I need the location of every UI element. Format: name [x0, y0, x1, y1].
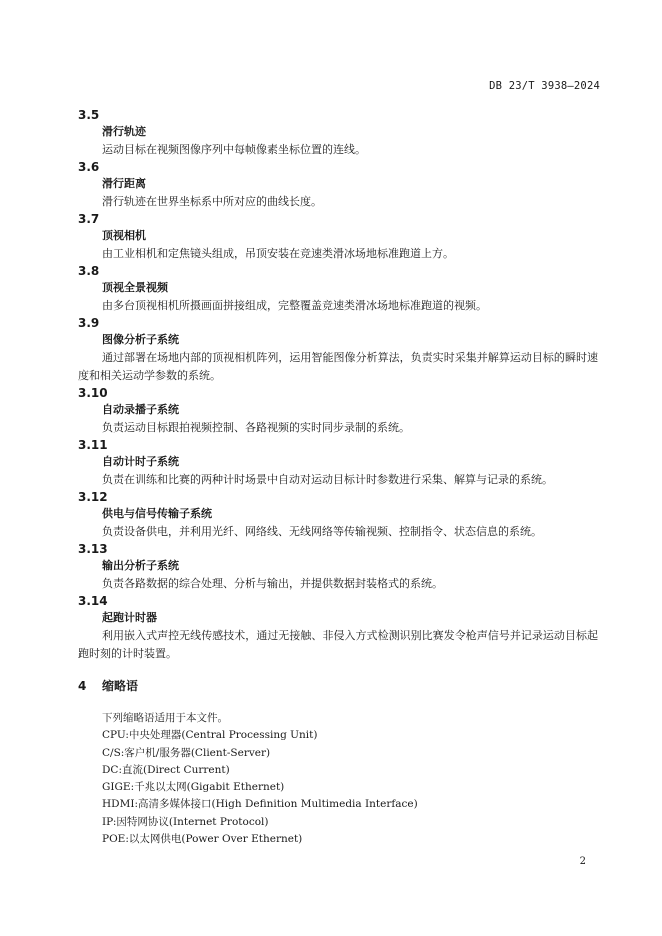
- abbreviation-item: HDMI:高清多媒体接口(High Definition Multimedia Interface): [102, 798, 418, 811]
- term-title: 自动录播子系统: [102, 403, 179, 416]
- terms-section: [78, 107, 598, 663]
- term-number: 3.13: [78, 542, 108, 556]
- term-title: 顶视全景视频: [102, 281, 168, 294]
- term-definition: 负责在训练和比赛的两种计时场景中自动对运动目标计时参数进行采集、解算与记录的系统。: [102, 473, 553, 486]
- document-code: DB 23/T 3938—2024: [489, 80, 600, 92]
- abbreviation-item: C/S:客户机/服务器(Client-Server): [102, 746, 271, 759]
- term-title: 图像分析子系统: [102, 333, 179, 346]
- term-number: 3.9: [78, 316, 100, 330]
- term-title: 滑行距离: [102, 177, 146, 190]
- term-definition: 负责设备供电，并利用光纤、网络线、无线网络等传输视频、控制指令、状态信息的系统。: [102, 525, 542, 538]
- term-number: 3.6: [78, 160, 100, 174]
- term-3-12: [78, 489, 598, 541]
- term-3-8: [78, 263, 598, 315]
- term-title: 输出分析子系统: [102, 559, 179, 572]
- abbreviation-item: IP:因特网协议(Internet Protocol): [102, 815, 269, 828]
- term-3-13: [78, 541, 598, 593]
- term-definition: 负责各路数据的综合处理、分析与输出，并提供数据封装格式的系统。: [102, 577, 443, 590]
- abbreviation-list: [102, 710, 602, 848]
- page-number: 2: [579, 856, 586, 867]
- term-3-6: [78, 159, 598, 211]
- term-3-5: [78, 107, 598, 159]
- term-definition: 利用嵌入式声控无线传感技术，通过无接触、非侵入方式检测识别比赛发令枪声信号并记录运动目标起跑时刻的计时装置。: [78, 629, 598, 660]
- abbreviation-item: DC:直流(Direct Current): [102, 763, 230, 776]
- term-number: 3.8: [78, 264, 100, 278]
- term-definition: 通过部署在场地内部的顶视相机阵列，运用智能图像分析算法，负责实时采集并解算运动目标的瞬时速度和相关运动学参数的系统。: [78, 351, 598, 382]
- term-title: 自动计时子系统: [102, 455, 179, 468]
- term-definition: 滑行轨迹在世界坐标系中所对应的曲线长度。: [102, 195, 322, 208]
- section-heading: [78, 676, 138, 696]
- abbreviation-intro: 下列缩略语适用于本文件。: [102, 712, 228, 724]
- term-definition: 负责运动目标跟拍视频控制、各路视频的实时同步录制的系统。: [102, 421, 410, 434]
- term-number: 3.5: [78, 108, 100, 122]
- term-definition: 运动目标在视频图像序列中每帧像素坐标位置的连线。: [102, 143, 366, 156]
- term-3-9: [78, 315, 598, 385]
- term-definition: 由多台顶视相机所摄画面拼接组成，完整覆盖竞速类滑冰场地标准跑道的视频。: [102, 299, 487, 312]
- term-number: 3.10: [78, 386, 108, 400]
- term-3-7: [78, 211, 598, 263]
- term-title: 顶视相机: [102, 229, 146, 242]
- term-3-10: [78, 385, 598, 437]
- section-number: 4: [78, 679, 87, 693]
- term-title: 起跑计时器: [102, 611, 157, 624]
- section-title: 缩略语: [102, 679, 139, 693]
- abbreviation-item: GIGE:千兆以太网(Gigabit Ethernet): [102, 781, 285, 794]
- term-number: 3.11: [78, 438, 108, 452]
- abbreviation-item: POE:以太网供电(Power Over Ethernet): [102, 833, 303, 846]
- term-title: 滑行轨迹: [102, 125, 146, 138]
- term-3-14: [78, 593, 598, 663]
- term-title: 供电与信号传输子系统: [102, 507, 212, 520]
- term-number: 3.7: [78, 212, 100, 226]
- term-definition: 由工业相机和定焦镜头组成，吊顶安装在竞速类滑冰场地标准跑道上方。: [102, 247, 454, 260]
- abbreviation-item: CPU:中央处理器(Central Processing Unit): [102, 729, 318, 742]
- term-3-11: [78, 437, 598, 489]
- term-number: 3.14: [78, 594, 108, 608]
- term-number: 3.12: [78, 490, 108, 504]
